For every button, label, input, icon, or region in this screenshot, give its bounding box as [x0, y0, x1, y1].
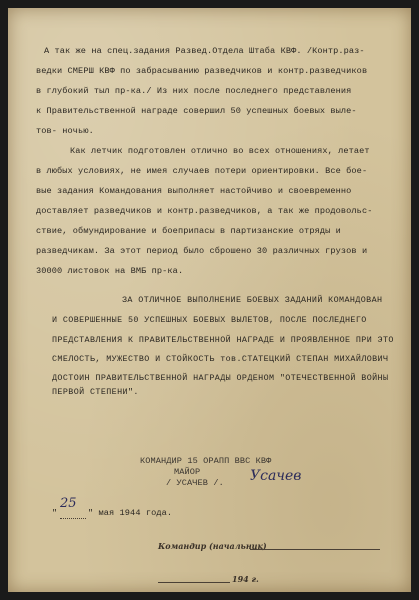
commander-signature-line — [250, 549, 380, 550]
body-line: доставляет разведчиков и контр.разведчиков, а так же продовольс- — [36, 206, 373, 216]
date-open-quote: " — [52, 508, 58, 518]
body-line: А так же на спец.задания Развед.Отдела Штаба КВФ. /Контр.раз- — [44, 46, 365, 56]
body-line: разведчикам. За этот период было сброшено 30 различных грузов и — [36, 246, 368, 256]
body-line: тов- ночью. — [36, 126, 94, 136]
form-year-label: 194 г. — [232, 574, 259, 584]
form-date-line — [158, 582, 230, 583]
date-day: 25 — [60, 496, 77, 511]
conclusion-line: И СОВЕРШЕННЫЕ 50 УСПЕШНЫХ БОЕВЫХ ВЫЛЕТОВ, ПОСЛЕ ПОСЛЕДНЕГО — [52, 315, 367, 325]
conclusion-line: СМЕЛОСТЬ, МУЖЕСТВО И СТОЙКОСТЬ тов.СТАТЕЦКИЙ СТЕПАН МИХАЙЛОВИЧ — [52, 354, 389, 364]
commander-label: Командир (начальник) — [158, 541, 267, 551]
body-line: вые задания Командования выполняет настойчиво и своевременно — [36, 186, 352, 196]
body-line: к Правительственной награде совершил 50 успешных боевых выле- — [36, 106, 357, 116]
body-line: 30000 листовок на ВМБ пр-ка. — [36, 266, 184, 276]
date-text: " мая 1944 года. — [88, 508, 173, 518]
signature-rank: МАЙОР — [174, 467, 201, 477]
conclusion-line: ПЕРВОЙ СТЕПЕНИ". — [52, 387, 139, 397]
body-line: ведки СМЕРШ КВФ по забрасыванию разведчиков и контр.разведчиков — [36, 66, 368, 76]
conclusion-line: ДОСТОИН ПРАВИТЕЛЬСТВЕННОЙ НАГРАДЫ ОРДЕНОМ "ОТЕЧЕСТВЕННОЙ ВОЙНЫ — [52, 373, 389, 383]
handwritten-signature: Усачев — [250, 468, 302, 484]
body-line: в любых условиях, не имея случаев потери ориентировки. Все бое- — [36, 166, 368, 176]
body-line: в глубокий тыл пр-ка./ Из них после последнего представления — [36, 86, 352, 96]
document-page — [8, 8, 411, 592]
signature-name: / УСАЧЕВ /. — [166, 478, 224, 488]
date-day-underline — [60, 518, 86, 519]
body-line: Как летчик подготовлен отлично во всех отношениях, летает — [70, 146, 370, 156]
signature-title: КОМАНДИР 15 ОРАПП ВВС КВФ — [140, 456, 272, 466]
body-line: ствие, обмундирование и боеприпасы в партизанские отряды и — [36, 226, 341, 236]
conclusion-line: ПРЕДСТАВЛЕНИЯ К ПРАВИТЕЛЬСТВЕННОЙ НАГРАДЕ И ПРОЯВЛЕННОЕ ПРИ ЭТО — [52, 335, 394, 345]
conclusion-line: ЗА ОТЛИЧНОЕ ВЫПОЛНЕНИЕ БОЕВЫХ ЗАДАНИЙ КОМАНДОВАН — [122, 295, 383, 305]
